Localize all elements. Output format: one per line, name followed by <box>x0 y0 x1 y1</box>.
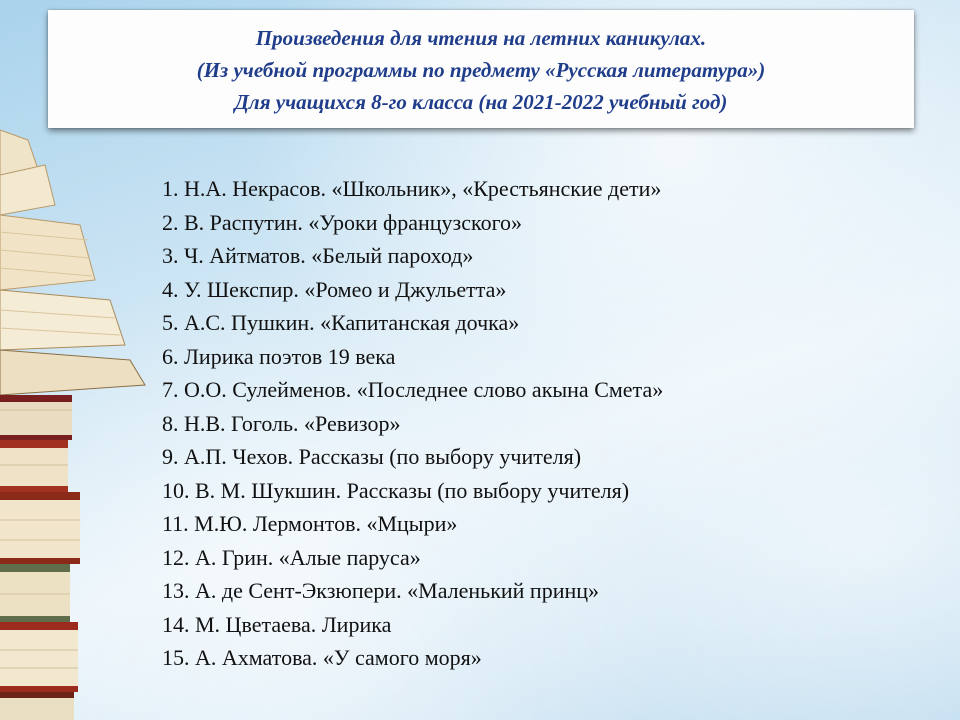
list-item: 11. М.Ю. Лермонтов. «Мцыри» <box>162 511 458 536</box>
title-line-3: Для учащихся 8-го класса (на 2021-2022 учебный год) <box>234 90 728 114</box>
list-item: 8. Н.В. Гоголь. «Ревизор» <box>162 410 401 436</box>
list-item: 15. А. Ахматова. «У самого моря» <box>162 645 482 670</box>
list-item: 2. В. Распутин. «Уроки французского» <box>162 209 523 235</box>
list-item: 13. А. де Сент-Экзюпери. «Маленький принц» <box>162 578 600 603</box>
closed-books <box>0 395 80 720</box>
reading-list <box>162 172 663 675</box>
list-item: 6. Лирика поэтов 19 века <box>162 343 396 369</box>
title-line-1: Произведения для чтения на летних каникулах. <box>255 26 707 50</box>
title-box <box>48 10 914 128</box>
list-item: 14. М. Цветаева. Лирика <box>162 611 392 637</box>
list-item: 12. А. Грин. «Алые паруса» <box>162 544 421 570</box>
list-item: 5. А.С. Пушкин. «Капитанская дочка» <box>162 310 520 335</box>
list-item: 7. О.О. Сулейменов. «Последнее слово акына Смета» <box>162 377 664 402</box>
list-item: 3. Ч. Айтматов. «Белый пароход» <box>162 243 474 268</box>
list-item: 4. У. Шекспир. «Ромео и Джульетта» <box>162 276 507 302</box>
list-item: 10. В. М. Шукшин. Рассказы (по выбору учителя) <box>162 477 630 503</box>
list-item: 9. А.П. Чехов. Рассказы (по выбору учителя) <box>162 444 582 469</box>
list-item: 1. Н.А. Некрасов. «Школьник», «Крестьянские дети» <box>162 176 662 201</box>
open-book-pages <box>0 130 145 395</box>
title-line-2: (Из учебной программы по предмету «Русская литература») <box>196 58 766 82</box>
